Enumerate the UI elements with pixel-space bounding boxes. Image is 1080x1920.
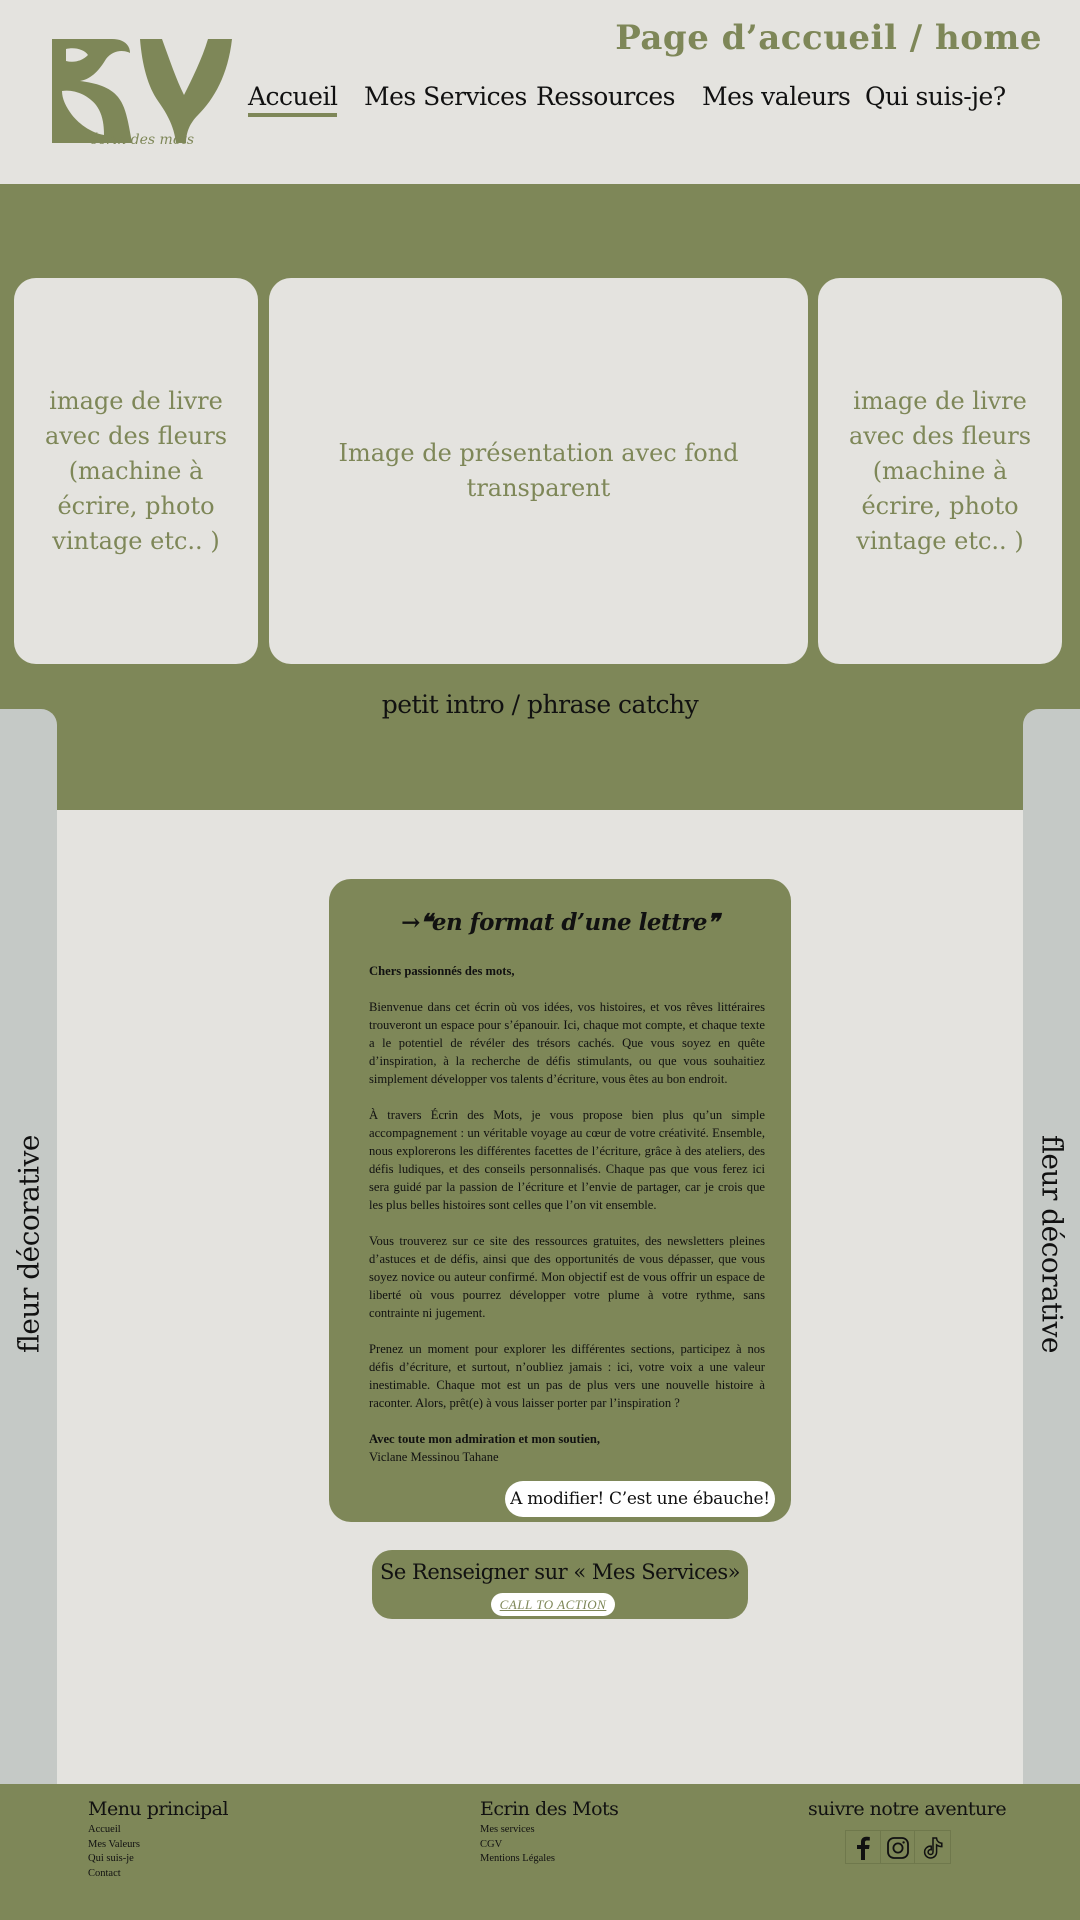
welcome-letter [329,879,791,1522]
hero-image-left [14,278,258,664]
hero-image-right [818,278,1062,664]
footer-main-menu [88,1798,228,1881]
footer-link-mes-services[interactable]: Mes services [480,1824,535,1835]
tiktok-icon[interactable] [915,1831,950,1864]
letter-signature: Viclane Messinou Tahane [369,1450,499,1464]
letter-paragraph: Vous trouverez sur ce site des ressources gratuites, des newsletters pleines d’astuces et de défis, ainsi que des opportunités de vous dépasser, que vous soyez novice ou auteur confirmé. Mon objectif est de vous offrir un espace de liberté où vous pourrez développer votre plume à votre rythme, sans contrainte ni jugement. [369,1234,765,1320]
footer-link-qui-suis-je[interactable]: Qui suis-je [88,1853,134,1864]
nav-item-ressources[interactable]: Ressources [536,82,676,111]
nav-item-mes-services[interactable]: Mes Services [364,82,527,111]
hero-image-center [269,278,808,664]
letter-paragraph: Bienvenue dans cet écrin où vos idées, vos histoires, et vos rêves littéraires trouveront un espace pour s’épanouir. Ici, chaque mot compte, et chaque texte a le potentiel de révéler des trésors cachés. Que vous soyez en quête d’inspiration, à la recherche de défis stimulants, ou que vous souhaitiez simplement développer vos talents d’écriture, vous êtes au bon endroit. [369,1000,765,1086]
footer-link-accueil[interactable]: Accueil [88,1824,121,1835]
footer-main-menu-title: Menu principal [88,1798,229,1820]
letter-paragraph: Prenez un moment pour explorer les différentes sections, participez à nos défis d’écriture, et surtout, n’oubliez jamais : ici, votre voix a une valeur inestimable. Chaque mot est un pas de plus vers une nouvelle histoire à raconter. Alors, prêt(e) à vous laisser porter par l’inspiration ? [369,1342,765,1410]
letter-body [369,962,765,1466]
footer-social-title: suivre notre aventure [808,1798,1007,1820]
services-cta [372,1550,748,1619]
facebook-icon[interactable] [846,1831,881,1864]
main-nav [248,82,1028,122]
nav-item-mes-valeurs[interactable]: Mes valeurs [702,82,851,111]
footer-ecrin [480,1798,618,1867]
call-to-action-button[interactable]: CALL TO ACTION [491,1593,615,1616]
logo-caption: écrin des mots [89,132,195,148]
hero-image-left-label: image de livre avec des fleurs (machine à écrire, photo vintage etc.. ) [44,386,228,555]
footer-social [808,1798,1006,1820]
social-links [845,1830,951,1864]
footer-ecrin-title: Ecrin des Mots [480,1798,619,1820]
site-header [0,0,1080,184]
footer-link-mentions-legales[interactable]: Mentions Légales [480,1853,555,1864]
footer-link-cgv[interactable]: CGV [480,1838,503,1850]
hero-image-center-label: Image de présentation avec fond transparent [338,439,739,502]
nav-item-qui-suis-je[interactable]: Qui suis-je? [865,82,1006,111]
nav-item-accueil[interactable]: Accueil [248,82,337,117]
decorative-flower-right [1023,709,1080,1877]
instagram-icon[interactable] [881,1831,916,1864]
decorative-flower-left [0,709,57,1877]
footer-link-mes-valeurs[interactable]: Mes Valeurs [88,1838,141,1850]
decorative-flower-right-label: fleur décorative [1035,1135,1068,1353]
letter-greeting: Chers passionnés des mots, [369,964,515,978]
hero-section [0,184,1080,810]
hero-image-right-label: image de livre avec des fleurs (machine à écrire, photo vintage etc.. ) [848,386,1032,555]
cta-title: Se Renseigner sur « Mes Services» [380,1560,740,1584]
letter-title: →❝en format d’une lettre❞ [401,909,719,936]
footer-link-contact[interactable]: Contact [88,1867,121,1879]
decorative-flower-left-label: fleur décorative [12,1135,45,1353]
intro-tagline: petit intro / phrase catchy [381,690,699,719]
letter-paragraph: À travers Écrin des Mots, je vous propose bien plus qu’un simple accompagnement : un véritable voyage au cœur de votre créativité. Ensemble, nous explorerons les différentes facettes de l’écriture, grâce à des ateliers, des défis ludiques, et des conseils personnalisés. Chaque pas que vous ferez ici sera guidé par la passion de l’écriture et l’envie de partager, car je crois que les plus belles histoires sont celles que l’on vit ensemble. [369,1108,765,1212]
letter-closing: Avec toute mon admiration et mon soutien, [369,1432,600,1446]
site-footer [0,1784,1080,1920]
page-title: Page d’accueil / home [615,18,1042,58]
draft-badge: A modifier! C’est une ébauche! [505,1481,775,1517]
